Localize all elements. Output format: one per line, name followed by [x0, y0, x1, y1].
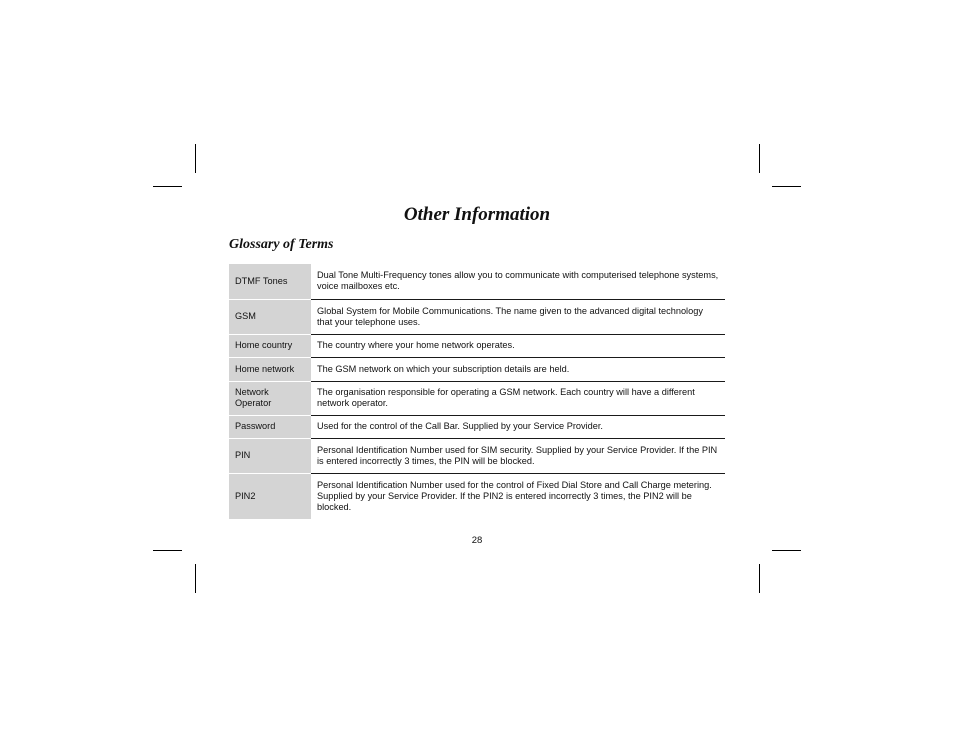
glossary-definition: The organisation responsible for operating a GSM network. Each country will have a different network operator.	[311, 381, 725, 415]
glossary-term: GSM	[229, 299, 311, 334]
section-title: Glossary of Terms	[229, 237, 334, 252]
glossary-term: DTMF Tones	[229, 264, 311, 299]
page-title: Other Information	[403, 204, 551, 225]
glossary-definition: Dual Tone Multi-Frequency tones allow you to communicate with computerised telephone systems, voice mailboxes etc.	[311, 264, 725, 299]
page-number: 28	[471, 535, 483, 546]
glossary-term: Home network	[229, 357, 311, 381]
crop-mark-top-left-vertical	[195, 144, 196, 173]
crop-mark-bottom-left-vertical	[195, 564, 196, 593]
glossary-definition: The GSM network on which your subscription details are held.	[311, 357, 725, 381]
crop-mark-top-left-horizontal	[153, 186, 182, 187]
glossary-row	[229, 264, 725, 299]
crop-mark-bottom-right-horizontal	[772, 550, 801, 551]
glossary-row	[229, 473, 725, 519]
glossary-definition: Used for the control of the Call Bar. Supplied by your Service Provider.	[311, 415, 725, 438]
crop-mark-bottom-left-horizontal	[153, 550, 182, 551]
glossary-term: Password	[229, 415, 311, 438]
crop-mark-bottom-right-vertical	[759, 564, 760, 593]
glossary-definition: The country where your home network operates.	[311, 334, 725, 357]
glossary-row	[229, 334, 725, 357]
glossary-term: Network Operator	[229, 381, 311, 415]
glossary-table	[229, 264, 725, 519]
glossary-definition: Global System for Mobile Communications. The name given to the advanced digital technology that your telephone uses.	[311, 299, 725, 334]
glossary-row	[229, 299, 725, 334]
glossary-row	[229, 357, 725, 381]
glossary-definition: Personal Identification Number used for SIM security. Supplied by your Service Provider. If the PIN is entered incorrectly 3 times, the PIN will be blocked.	[311, 438, 725, 473]
crop-mark-top-right-vertical	[759, 144, 760, 173]
glossary-term: Home country	[229, 334, 311, 357]
glossary-term: PIN2	[229, 473, 311, 519]
glossary-row	[229, 415, 725, 438]
glossary-term: PIN	[229, 438, 311, 473]
glossary-definition: Personal Identification Number used for the control of Fixed Dial Store and Call Charge metering. Supplied by your Service Provider. If the PIN2 is entered incorrectly 3 times, the PIN2 will be blocked.	[317, 479, 712, 512]
crop-mark-top-right-horizontal	[772, 186, 801, 187]
glossary-row	[229, 438, 725, 473]
glossary-row	[229, 381, 725, 415]
